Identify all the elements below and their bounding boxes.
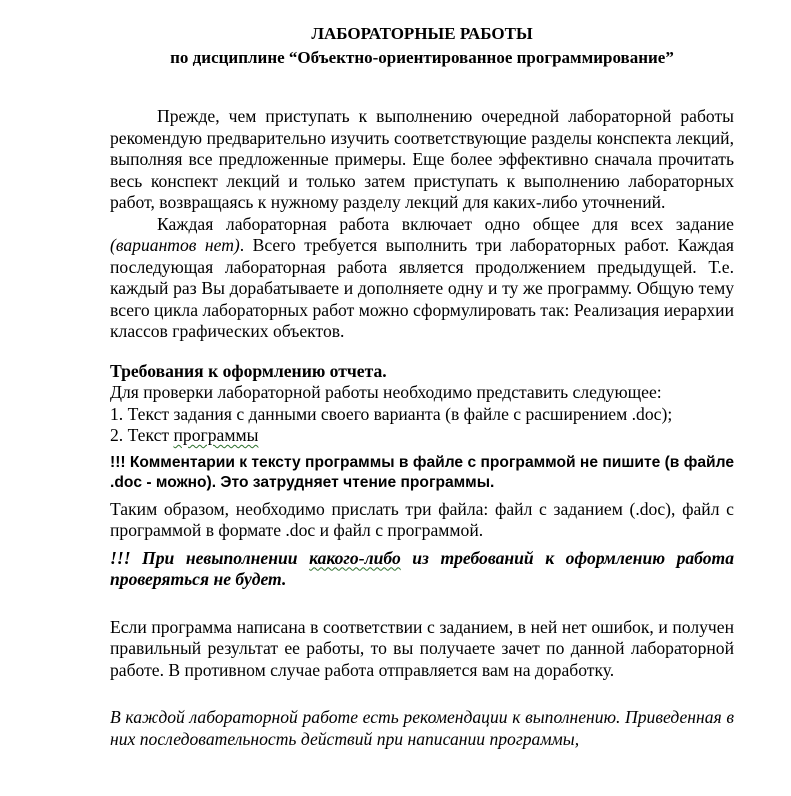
warning-prefix: !!! При невыполнении [110, 547, 310, 568]
requirements-intro: Для проверки лабораторной работы необходимо представить следующее: [110, 382, 662, 402]
requirements-item-2-prefix: 2. Текст [110, 425, 174, 445]
requirements-item-1: 1. Текст задания с данными своего варианта (в файле с расширением .doc); [110, 403, 673, 424]
comment-note: !!! Комментарии к тексту программы в файле с программой не пишите (в файле .doc - можно). Это затрудняет чтение программы. [110, 453, 734, 491]
requirements-heading: Требования к оформлению отчета. [110, 360, 387, 381]
warning-note [110, 548, 734, 591]
tasks-text-part2: . Всего требуется выполнить три лабораторных работ. Каждая последующая лабораторная работа является продолжением предыдущей. Т.е. каждый раз Вы дорабатываете и дополняете одну и ту же программу. Общую тему всего цикла лабораторных работ можно сформулировать так: Реализация иерархии классов графических объектов. [110, 235, 735, 341]
result-paragraph: Если программа написана в соответствии с заданием, в ней нет ошибок, и получен правильный результат ее работы, то вы получаете зачет по данной лабораторной работе. В противном случае работа отправляется вам на доработку. [110, 616, 734, 680]
recommendation-paragraph: В каждой лабораторной работе есть рекомендации к выполнению. Приведенная в них последовательность действий при написании программы, [110, 707, 734, 749]
tasks-paragraph [110, 214, 734, 343]
tasks-italic-note: (вариантов нет) [110, 235, 240, 255]
page-title: ЛАБОРАТОРНЫЕ РАБОТЫ [311, 24, 533, 43]
tasks-text-part1: Каждая лабораторная работа включает одно общее для всех задание [157, 213, 734, 234]
intro-paragraph: Прежде, чем приступать к выполнению очередной лабораторной работы рекомендую предварительно изучить соответствующие разделы конспекта лекций, выполняя все предложенные примеры. Еще более эффективно сначала прочитать весь конспект лекций и только затем приступать к выполнению лабораторных работ, возвращаясь к нужному разделу лекций для каких-либо уточнений. [110, 106, 734, 212]
document-page [110, 22, 734, 750]
requirements-item-2 [110, 425, 734, 447]
page-subtitle: по дисциплине “Объектно-ориентированное программирование” [170, 48, 674, 67]
files-paragraph: Таким образом, необходимо прислать три файла: файл с заданием (.doc), файл с программой в формате .doc и файл с программой. [110, 498, 734, 540]
warning-suffix: из требований к оформлению работа проверяться не будет. [110, 547, 735, 589]
warning-underlined-word: какого-либо [309, 547, 401, 568]
spellcheck-word: программы [173, 425, 259, 445]
